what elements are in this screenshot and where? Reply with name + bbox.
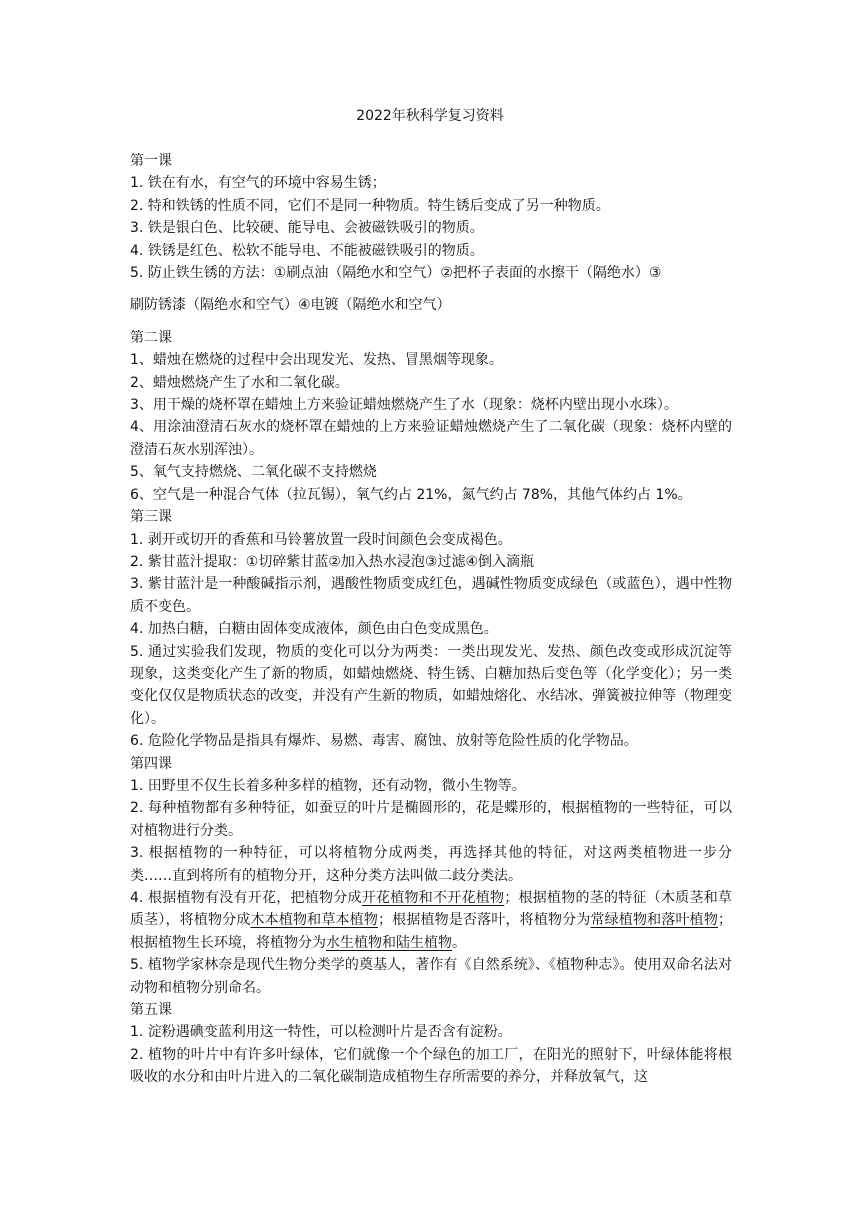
lesson3-item-6: 6. 危险化学物品是指具有爆炸、易燃、毒害、腐蚀、放射等危险性质的化学物品。 <box>130 733 638 750</box>
document-body <box>130 150 732 1089</box>
lesson4-item-3: 3. 根据植物的一种特征，可以将植物分成两类，再选择其他的特征，对这两类植物进一步分类……直到将所有的植物分开，这种分类方法叫做二歧分类法。 <box>130 845 732 884</box>
lesson4-heading: 第四课 <box>130 755 172 772</box>
lesson1-item-4: 4. 铁锈是红色、松软不能导电、不能被磁铁吸引的物质。 <box>130 242 484 259</box>
lesson2-item-5: 5、氧气支持燃烧、二氧化碳不支持燃烧 <box>130 464 377 481</box>
lesson4-item-4-part1: 4. 根据植物有没有开花，把植物分成 <box>130 890 362 906</box>
lesson2-item-4: 4、用涂油澄清石灰水的烧杯罩在蜡烛的上方来验证蜡烛燃烧产生了二氧化碳（现象：烧杯内壁的澄清石灰水别浑浊）。 <box>130 419 732 458</box>
lesson4-item-1: 1. 田野里不仅生长着多种多样的植物，还有动物，微小生物等。 <box>130 777 526 794</box>
lesson3-heading: 第三课 <box>130 509 172 526</box>
lesson4-item-4-underline2: 木本植物和草本植物 <box>250 912 378 929</box>
lesson5-item-2: 2. 植物的叶片中有许多叶绿体，它们就像一个个绿色的加工厂，在阳光的照射下，叶绿体能将根吸收的水分和由叶片进入的二氧化碳制造成植物生存所需要的养分，并释放氧气，这 <box>130 1046 732 1086</box>
lesson5-item-1: 1. 淀粉遇碘变蓝利用这一特性，可以检测叶片是否含有淀粉。 <box>130 1024 512 1041</box>
lesson4-item-4-underline4: 水生植物和陆生植物 <box>326 934 452 951</box>
lesson3-item-1: 1. 剥开或切开的香蕉和马铃薯放置一段时间颜色会变成褐色。 <box>130 531 512 548</box>
lesson2-item-1: 1、蜡烛在燃烧的过程中会出现发光、发热、冒黑烟等现象。 <box>130 352 503 369</box>
lesson4-item-4-part2: ；根据植物的茎的特征（木质茎和草质茎），将植物分成 <box>130 890 733 929</box>
lesson1-item-3: 3. 铁是银白色、比较硬、能导电、会被磁铁吸引的物质。 <box>130 220 484 237</box>
lesson1-item-1: 1. 铁在有水，有空气的环境中容易生锈； <box>130 175 386 192</box>
lesson1-heading: 第一课 <box>130 153 172 169</box>
lesson5-heading: 第五课 <box>130 1002 172 1019</box>
lesson2-heading: 第二课 <box>130 329 172 346</box>
lesson1-item-5-cont: 刷防锈漆（隔绝水和空气）④电镀（隔绝水和空气） <box>130 297 451 314</box>
lesson2-item-2: 2、蜡烛燃烧产生了水和二氧化碳。 <box>130 374 349 391</box>
lesson3-item-4: 4. 加热白糖，白糖由固体变成液体，颜色由白色变成黑色。 <box>130 621 498 638</box>
lesson2-item-6: 6、空气是一种混合气体（拉瓦锡），氧气约占 21%，氮气约占 78%，其他气体约占 1%。 <box>130 486 692 503</box>
lesson4-item-4-underline3: 常绿植物和落叶植物 <box>590 912 718 929</box>
lesson1-item-2: 2. 特和铁锈的性质不同，它们不是同一种物质。特生锈后变成了另一种物质。 <box>130 197 610 214</box>
lesson1-item-5: 5. 防止铁生锈的方法：①刷点油（隔绝水和空气）②把杯子表面的水擦干（隔绝水）③ <box>130 265 662 282</box>
lesson4-item-4-part4: ；根据植物生长环境，将植物分为 <box>130 912 732 951</box>
lesson4-item-4-underline1: 开花植物和不开花植物 <box>361 890 505 906</box>
document-title: 2022年秋科学复习资料 <box>356 108 504 124</box>
lesson4-item-4 <box>130 887 732 954</box>
lesson4-item-4-part3: ；根据植物是否落叶，将植物分为 <box>378 912 591 929</box>
lesson4-item-5: 5. 植物学家林奈是现代生物分类学的奠基人，著作有《自然系统》、《植物种志》。使用双命名法对动物和植物分别命名。 <box>130 957 732 996</box>
lesson3-item-5: 5. 通过实验我们发现，物质的变化可以分为两类：一类出现发光、发热、颜色改变或形成沉淀等现象，这类变化产生了新的物质，如蜡烛燃烧、特生锈、白糖加热后变色等（化学变化）；另一类变化仅仅是物质状态的改变，并没有产生新的物质，如蜡烛熔化、水结冰、弹簧被拉伸等（物理变化）。 <box>130 643 732 727</box>
lesson4-item-4-part5: 。 <box>452 934 466 951</box>
lesson3-item-2: 2. 紫甘蓝汁提取：①切碎紫甘蓝②加入热水浸泡③过滤④倒入滴瓶 <box>130 553 535 570</box>
lesson3-item-3: 3. 紫甘蓝汁是一种酸碱指示剂，遇酸性物质变成红色，遇碱性物质变成绿色（或蓝色），遇中性物质不变色。 <box>130 576 732 615</box>
lesson2-item-3: 3、用干燥的烧杯罩在蜡烛上方来验证蜡烛燃烧产生了水（现象：烧杯内壁出现小水珠）。 <box>130 397 678 414</box>
lesson4-item-2: 2. 每种植物都有多种特征，如蚕豆的叶片是椭圆形的，花是蝶形的，根据植物的一些特征，可以对植物进行分类。 <box>130 800 732 839</box>
